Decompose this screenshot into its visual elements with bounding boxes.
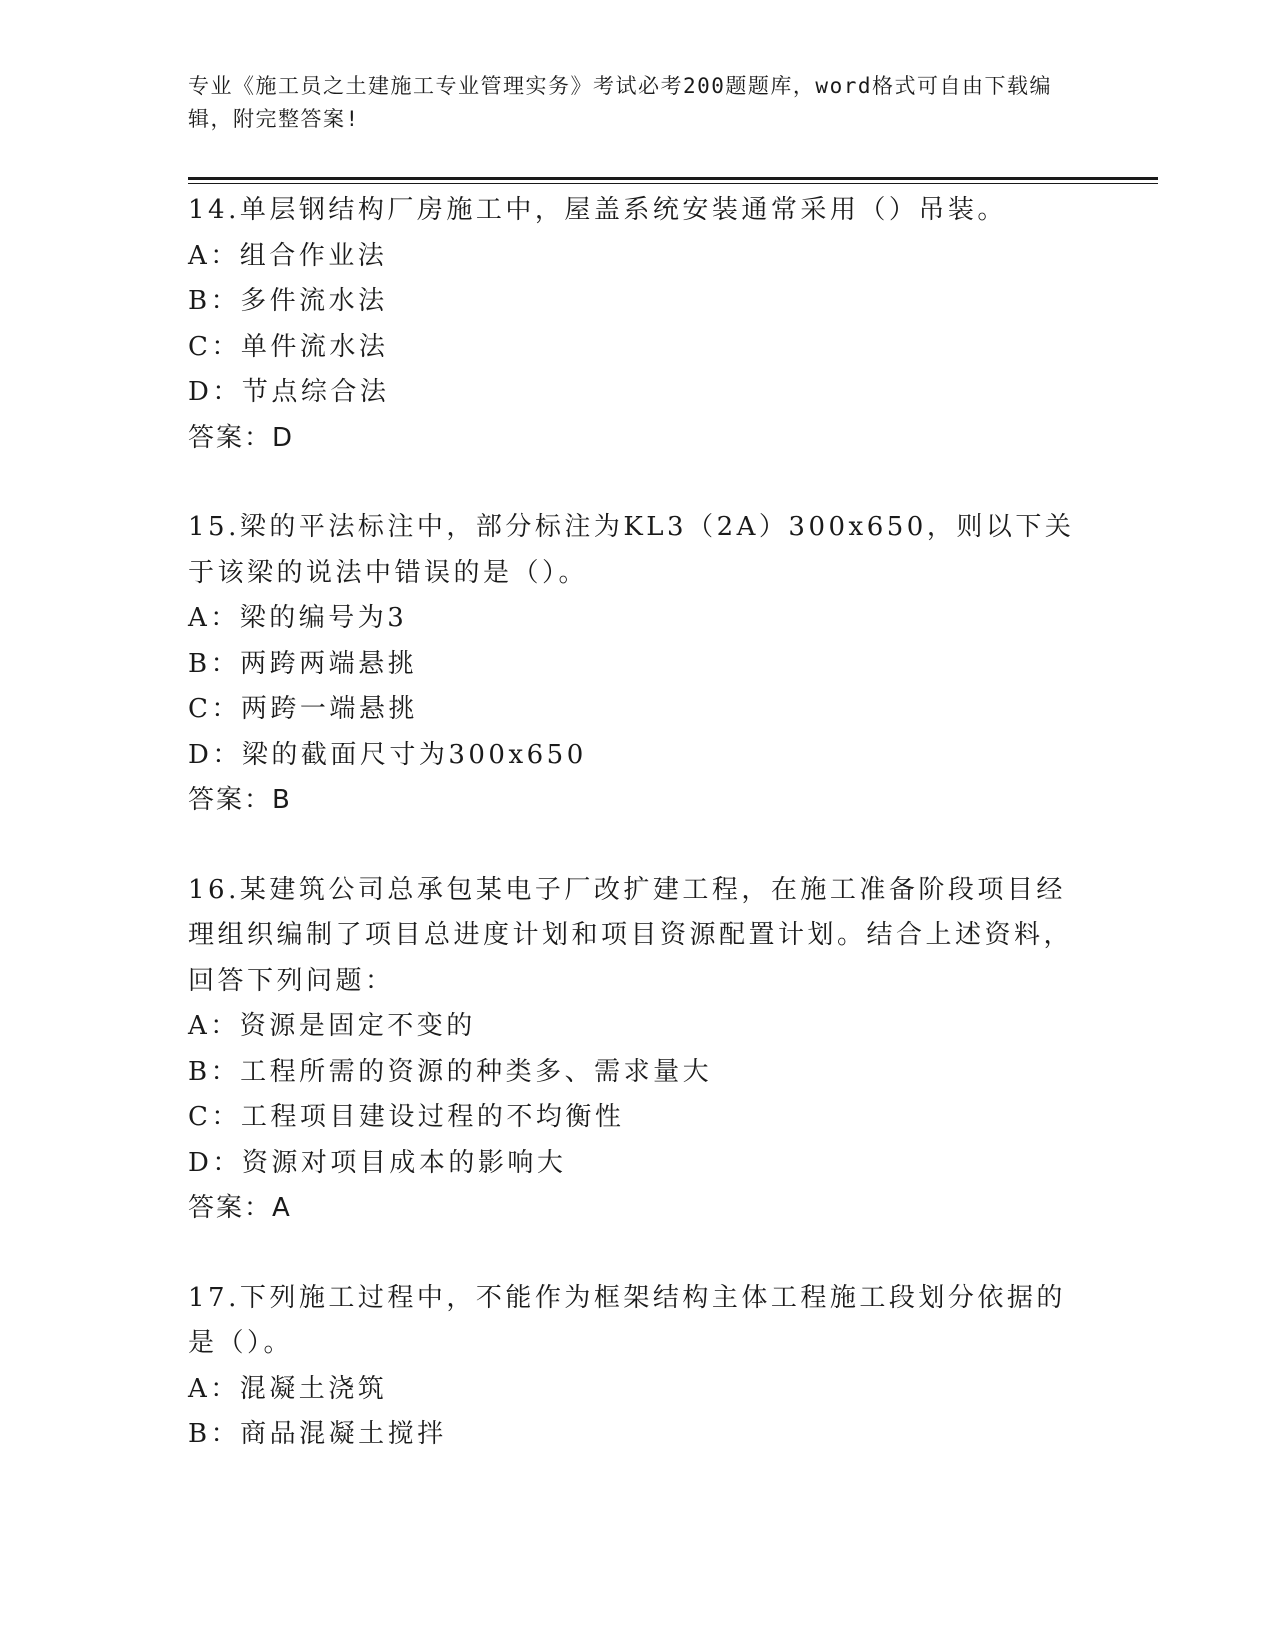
answer: 答案：B <box>188 785 292 815</box>
question-15 <box>188 505 1088 824</box>
option-b: B：商品混凝土搅拌 <box>188 1419 447 1449</box>
option-a: A：混凝土浇筑 <box>188 1373 388 1404</box>
option-c: C：两跨一端悬挑 <box>188 694 418 724</box>
option-c: C：单件流水法 <box>188 331 389 362</box>
option-d: D：梁的截面尺寸为300x650 <box>188 739 587 770</box>
question-stem: 14.单层钢结构厂房施工中，屋盖系统安装通常采用（）吊装。 <box>188 195 1007 225</box>
option-a: A：梁的编号为3 <box>188 603 408 633</box>
option-b: B：两跨两端悬挑 <box>188 648 418 679</box>
option-b: B：多件流水法 <box>188 286 388 316</box>
answer: 答案：D <box>188 422 295 453</box>
question-stem: 17.下列施工过程中，不能作为框架结构主体工程施工段划分依据的是（）。 <box>188 1282 1066 1358</box>
question-stem: 15.梁的平法标注中，部分标注为KL3（2A）300x650，则以下关于该梁的说法中错误的是（）。 <box>188 512 1075 588</box>
question-list <box>188 188 1088 1458</box>
question-16 <box>188 868 1088 1232</box>
option-c: C：工程项目建设过程的不均衡性 <box>188 1102 625 1132</box>
option-a: A：组合作业法 <box>188 240 388 271</box>
option-b: B：工程所需的资源的种类多、需求量大 <box>188 1056 713 1087</box>
document-header: 专业《施工员之土建施工专业管理实务》考试必考200题题库，word格式可自由下载编辑，附完整答案! <box>188 74 1052 131</box>
option-d: D：资源对项目成本的影响大 <box>188 1147 567 1178</box>
answer: 答案：A <box>188 1193 292 1223</box>
question-stem: 16.某建筑公司总承包某电子厂改扩建工程，在施工准备阶段项目经理组织编制了项目总进度计划和项目资源配置计划。结合上述资料，回答下列问题： <box>188 874 1074 996</box>
header-rule-thin <box>188 183 1158 184</box>
header-rule <box>188 177 1158 180</box>
option-a: A：资源是固定不变的 <box>188 1011 476 1041</box>
question-14 <box>188 188 1088 461</box>
option-d: D：节点综合法 <box>188 377 390 407</box>
question-17 <box>188 1276 1088 1458</box>
